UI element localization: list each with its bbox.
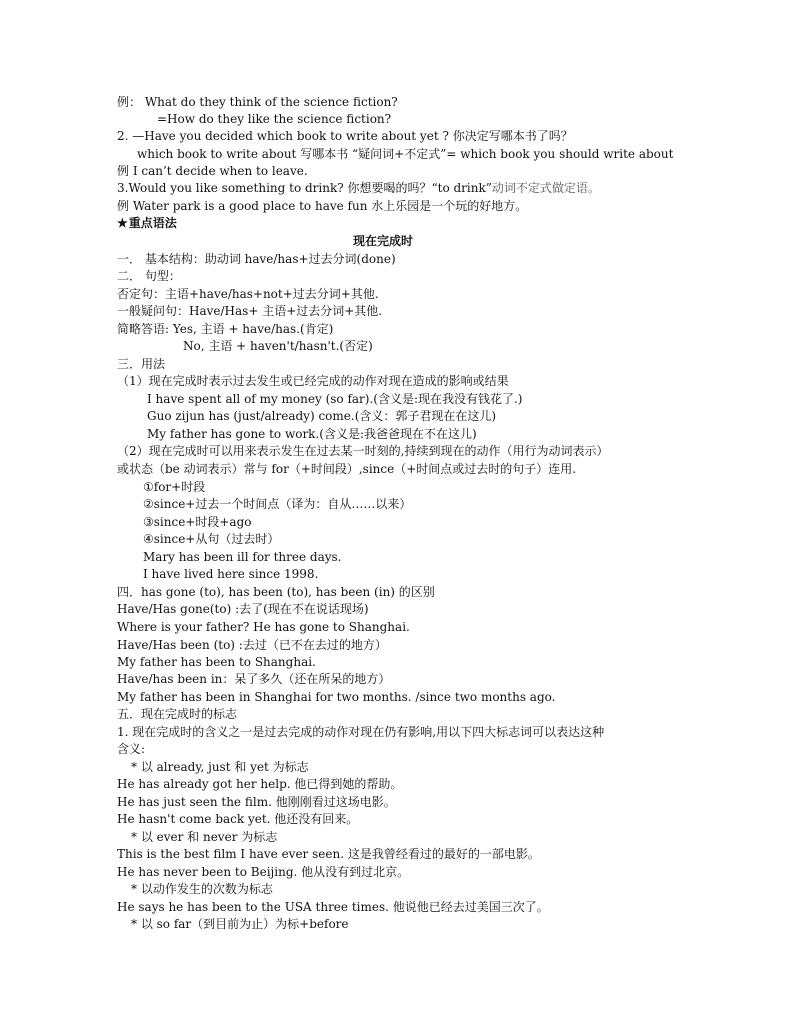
bullet-item: * 以动作发生的次数为标志 bbox=[131, 882, 273, 896]
list-item: ②since+过去一个时间点（译为：自从……以来） bbox=[143, 497, 412, 511]
example-line: 例 Water park is a good place to have fun 水上乐园是一个玩的好地方。 bbox=[117, 199, 528, 213]
example-line: My father has been in Shanghai for two months. /since two months ago. bbox=[117, 690, 556, 704]
text-line: Have/Has gone(to) :去了(现在不在说话现场) bbox=[117, 602, 369, 616]
text-line: 或状态（be 动词表示）常与 for（+时间段）,since（+时间点或过去时的句子）连用. bbox=[117, 462, 577, 476]
text-line: 1. 现在完成时的含义之一是过去完成的动作对现在仍有影响,用以下四大标志词可以表达这种 bbox=[117, 725, 605, 739]
text-line: Have/has been in：呆了多久（还在所呆的地方） bbox=[117, 672, 391, 686]
example-line: He has already got her help. 他已得到她的帮助。 bbox=[117, 777, 403, 791]
text-segment-gray: 动词不定式做定语。 bbox=[491, 181, 600, 195]
text-line: which book to write about 写哪本书 “疑问词+不定式”= which book you should write about bbox=[137, 147, 674, 161]
bullet-item: * 以 already, just 和 yet 为标志 bbox=[131, 760, 309, 774]
text-line: 四．has gone (to), has been (to), has been (in) 的区别 bbox=[117, 585, 435, 599]
text-line: 五．现在完成时的标志 bbox=[117, 707, 238, 721]
example-line: I have lived here since 1998. bbox=[143, 567, 319, 581]
example-line: He says he has been to the USA three times. 他说他已经去过美国三次了。 bbox=[117, 900, 549, 914]
example-line: 例： What do they think of the science fiction? bbox=[117, 95, 398, 109]
text-line: Have/Has been (to) :去过（已不在去过的地方） bbox=[117, 638, 387, 652]
section-heading bbox=[117, 215, 177, 232]
text-line: （1）现在完成时表示过去发生或已经完成的动作对现在造成的影响或结果 bbox=[117, 374, 509, 388]
example-line: He hasn't come back yet. 他还没有回来。 bbox=[117, 812, 359, 826]
text-line: （2）现在完成时可以用来表示发生在过去某一时刻的,持续到现在的动作（用行为动词表示） bbox=[117, 444, 609, 458]
text-line: 一般疑问句：Have/Has+ 主语+过去分词+其他. bbox=[117, 304, 383, 318]
list-item: ③since+时段+ago bbox=[143, 515, 252, 529]
bullet-item: * 以 ever 和 never 为标志 bbox=[131, 830, 278, 844]
text-line: 二． 句型： bbox=[117, 269, 181, 283]
text-line: 简略答语: Yes, 主语 + have/has.(肯定) bbox=[117, 322, 334, 336]
text-line: No, 主语 + haven't/hasn't.(否定) bbox=[183, 339, 373, 353]
text-line: 三．用法 bbox=[117, 357, 166, 371]
section-heading-label: 重点语法 bbox=[128, 216, 177, 230]
example-line: 例 I can’t decide when to leave. bbox=[117, 164, 308, 178]
example-line: He has never been to Beijing. 他从没有到过北京。 bbox=[117, 865, 410, 879]
text-line: 否定句：主语+have/has+not+过去分词+其他. bbox=[117, 287, 379, 301]
star-icon: ★ bbox=[117, 216, 128, 230]
example-line: Guo zijun has (just/already) come.(含义：郭子君现在在这儿) bbox=[147, 409, 497, 423]
list-item: ④since+从句（过去时） bbox=[143, 532, 280, 546]
text-line: 含义: bbox=[117, 742, 146, 756]
bullet-item: * 以 so far（到目前为止）为标+before bbox=[131, 917, 349, 931]
example-line: Where is your father? He has gone to Shanghai. bbox=[117, 620, 410, 634]
page-title: 现在完成时 bbox=[353, 234, 414, 248]
text-line bbox=[117, 180, 600, 197]
list-item: ①for+时段 bbox=[143, 480, 206, 494]
example-line: This is the best film I have ever seen. 这是我曾经看过的最好的一部电影。 bbox=[117, 847, 540, 861]
example-line: My father has gone to work.(含义是:我爸爸现在不在这儿) bbox=[147, 427, 477, 441]
text-segment: 3.Would you like something to drink? 你想要喝的吗？“to drink” bbox=[117, 181, 492, 195]
example-line: Mary has been ill for three days. bbox=[143, 550, 342, 564]
example-line: I have spent all of my money (so far).(含义是:现在我没有钱花了.) bbox=[147, 392, 523, 406]
text-line: 2. —Have you decided which book to write about yet ? 你决定写哪本书了吗？ bbox=[117, 129, 573, 143]
example-line: He has just seen the film. 他刚刚看过这场电影。 bbox=[117, 795, 396, 809]
example-line: My father has been to Shanghai. bbox=[117, 655, 316, 669]
example-line: =How do they like the science fiction? bbox=[157, 112, 392, 126]
text-line: 一． 基本结构：助动词 have/has+过去分词(done) bbox=[117, 252, 396, 266]
